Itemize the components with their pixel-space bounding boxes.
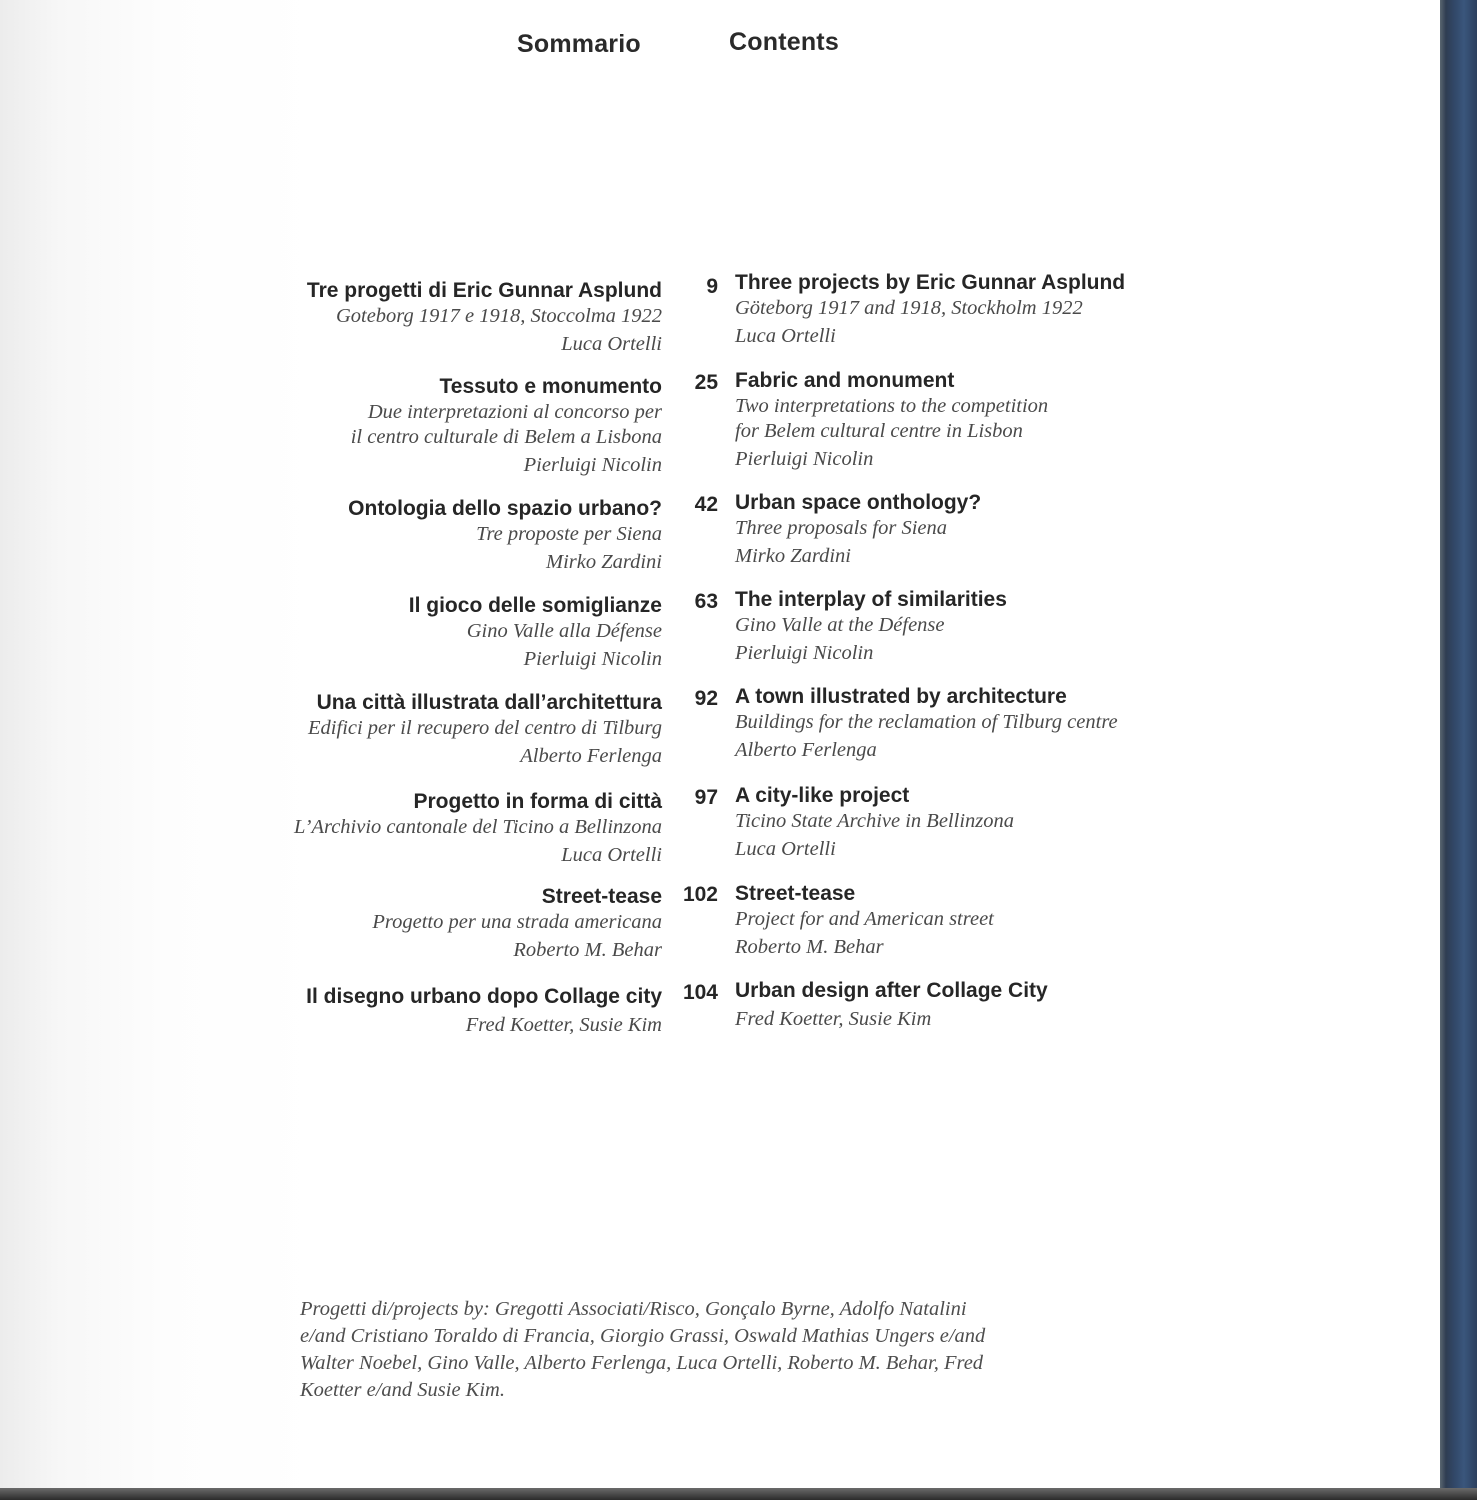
toc-title-en: A town illustrated by architecture xyxy=(735,685,1067,708)
toc-title-en: Three projects by Eric Gunnar Asplund xyxy=(735,271,1126,294)
toc-subtitle-en: Two interpretations to the competition xyxy=(735,395,1049,417)
toc-english xyxy=(735,880,994,960)
toc-subtitle-it: Gino Valle alla Défense xyxy=(466,620,662,642)
toc-subtitle-en: Göteborg 1917 and 1918, Stockholm 1922 xyxy=(735,297,1083,319)
toc-english xyxy=(735,367,1048,472)
toc-english xyxy=(735,977,1048,1032)
toc-english xyxy=(735,782,1014,862)
toc-title-en: A city-like project xyxy=(735,784,910,807)
credits-line: e/and Cristiano Toraldo di Francia, Giorgio Grassi, Oswald Mathias Ungers e/and xyxy=(300,1325,986,1347)
toc-title-it: Ontologia dello spazio urbano? xyxy=(348,497,662,520)
project-credits xyxy=(300,1296,1120,1404)
toc-page-number: 97 xyxy=(694,786,718,809)
toc-title-it: Progetto in forma di città xyxy=(413,790,662,813)
toc-author-en: Roberto M. Behar xyxy=(735,936,884,958)
toc-subtitle-it: Goteborg 1917 e 1918, Stoccolma 1922 xyxy=(335,305,662,327)
toc-italian xyxy=(294,788,662,868)
credits-line: Walter Noebel, Gino Valle, Alberto Ferlenga, Luca Ortelli, Roberto M. Behar, Fred xyxy=(300,1352,984,1374)
toc-italian xyxy=(307,277,662,357)
toc-page-number: 63 xyxy=(694,590,718,613)
toc-author-en: Pierluigi Nicolin xyxy=(735,642,874,664)
toc-title-en: Fabric and monument xyxy=(735,369,955,392)
toc-title-en: Street-tease xyxy=(735,882,856,905)
toc-author-en: Alberto Ferlenga xyxy=(735,739,877,761)
toc-english xyxy=(735,489,981,569)
toc-author-en: Luca Ortelli xyxy=(735,325,836,347)
toc-author-it: Alberto Ferlenga xyxy=(520,745,662,767)
toc-english xyxy=(735,269,1125,349)
toc-title-it: Tre progetti di Eric Gunnar Asplund xyxy=(306,279,662,302)
toc-author-it: Fred Koetter, Susie Kim xyxy=(465,1014,662,1036)
toc-author-it: Luca Ortelli xyxy=(561,844,662,866)
toc-title-en: The interplay of similarities xyxy=(735,588,1007,611)
toc-subtitle-en: Project for and American street xyxy=(735,908,994,930)
toc-subtitle-it: L’Archivio cantonale del Ticino a Bellinzona xyxy=(294,816,662,838)
toc-subtitle-it: il centro culturale di Belem a Lisbona xyxy=(350,426,662,448)
toc-italian xyxy=(306,983,662,1038)
toc-page-number: 42 xyxy=(694,493,718,516)
toc-italian xyxy=(351,373,662,478)
toc-author-en: Mirko Zardini xyxy=(735,545,851,567)
toc-subtitle-en: Three proposals for Siena xyxy=(735,517,948,539)
heading-sommario: Sommario xyxy=(517,30,641,58)
toc-subtitle-en: for Belem cultural centre in Lisbon xyxy=(735,420,1023,442)
toc-author-it: Mirko Zardini xyxy=(546,551,662,573)
toc-title-it: Street-tease xyxy=(541,885,662,908)
toc-italian xyxy=(372,883,662,963)
toc-author-it: Pierluigi Nicolin xyxy=(523,648,662,670)
toc-subtitle-en: Buildings for the reclamation of Tilburg centre xyxy=(735,711,1118,733)
book-bottom-edge xyxy=(0,1488,1477,1500)
toc-page-number: 9 xyxy=(706,275,718,298)
toc-title-it: Una città illustrata dall’architettura xyxy=(316,691,662,714)
toc-author-it: Roberto M. Behar xyxy=(513,939,662,961)
toc-page-number: 104 xyxy=(682,981,718,1004)
toc-author-en: Fred Koetter, Susie Kim xyxy=(735,1008,932,1030)
toc-page-number: 102 xyxy=(682,883,718,906)
toc-subtitle-en: Ticino State Archive in Bellinzona xyxy=(735,810,1014,832)
toc-title-it: Il disegno urbano dopo Collage city xyxy=(306,985,662,1008)
toc-italian xyxy=(348,495,662,575)
toc-italian xyxy=(409,592,662,672)
toc-author-it: Luca Ortelli xyxy=(561,333,662,355)
toc-author-en: Luca Ortelli xyxy=(735,838,836,860)
toc-page-number: 92 xyxy=(694,687,718,710)
book-spine-edge xyxy=(1440,0,1477,1500)
toc-author-it: Pierluigi Nicolin xyxy=(523,454,662,476)
toc-subtitle-it: Progetto per una strada americana xyxy=(372,911,662,933)
toc-page-number: 25 xyxy=(694,371,718,394)
toc-title-en: Urban space onthology? xyxy=(735,491,982,514)
toc-english xyxy=(735,683,1118,763)
toc-italian xyxy=(308,689,662,769)
toc-author-en: Pierluigi Nicolin xyxy=(735,448,874,470)
toc-subtitle-it: Edifici per il recupero del centro di Tilburg xyxy=(308,717,662,739)
toc-title-it: Tessuto e monumento xyxy=(439,375,662,398)
toc-title-en: Urban design after Collage City xyxy=(735,979,1048,1002)
credits-line: Progetti di/projects by: Gregotti Associati/Risco, Gonçalo Byrne, Adolfo Natalini xyxy=(300,1298,967,1320)
credits-line: Koetter e/and Susie Kim. xyxy=(300,1379,505,1401)
toc-subtitle-it: Tre proposte per Siena xyxy=(476,523,662,545)
toc-english xyxy=(735,586,1007,666)
toc-subtitle-it: Due interpretazioni al concorso per xyxy=(367,401,662,423)
heading-contents: Contents xyxy=(729,28,839,56)
toc-subtitle-en: Gino Valle at the Défense xyxy=(735,614,945,636)
toc-title-it: Il gioco delle somiglianze xyxy=(408,594,662,617)
